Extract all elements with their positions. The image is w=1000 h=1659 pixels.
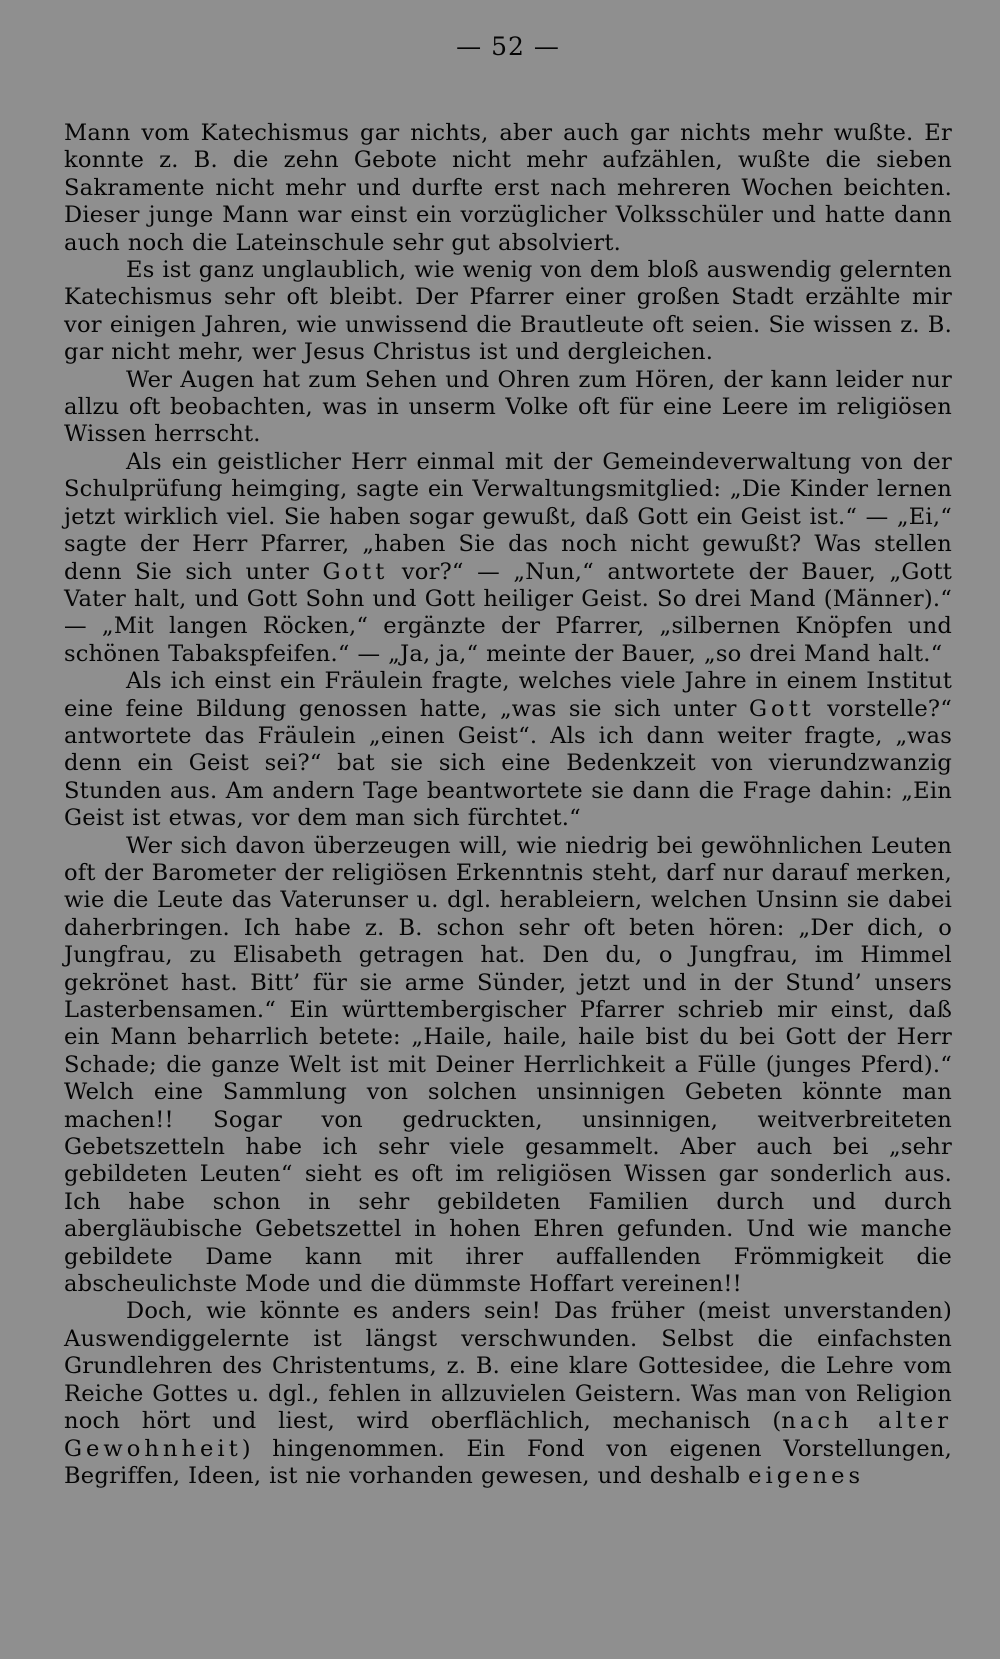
paragraph-4 [64,449,952,668]
paragraph-text: vorstelle?“ antwortete das Fräulein „einen Geist“. Als ich dann weiter fragte, „was denn ein Geist sei?“ bat sie sich eine Bedenkzeit von vierundzwanzig Stunden aus. Am andern Tage beantwortete sie dann die Frage dahin: „Ein Geist ist etwas, vor dem man sich fürchtet.“ [64,695,952,832]
paragraph-text: vor?“ — „Nun,“ antwortete der Bauer, „Gott Vater halt, und Gott Sohn und Gott heiliger Geist. So drei Mand (Männer).“ — „Mit langen Röcken,“ ergänzte der Pfarrer, „silbernen Knöpfen und schönen Tabakspfeifen.“ — „Ja, ja,“ meinte der Bauer, „so drei Mand halt.“ [64,558,953,667]
paragraph-6 [64,833,952,1299]
emphasized-text: Gott [748,695,815,722]
emphasized-text: nach alter Gewohnheit [64,1408,952,1462]
paragraph-3 [64,367,952,449]
paragraph-text: Wer Augen hat zum Sehen und Ohren zum Hören, der kann leider nur allzu oft beobachten, was in unserm Volke oft für eine Leere im religiösen Wissen herrscht. [64,366,952,448]
paragraph-text: Es ist ganz unglaublich, wie wenig von dem bloß auswendig gelernten Katechismus sehr oft bleibt. Der Pfarrer einer großen Stadt erzählte mir vor einigen Jahren, wie unwissend die Brautleute oft seien. Sie wissen z. B. gar nicht mehr, wer Jesus Christus ist und dergleichen. [64,257,952,366]
paragraph-2 [64,257,952,367]
paragraph-text: Als ich einst ein Fräulein fragte, welches viele Jahre in einem Institut eine feine Bildung genossen hatte, „was sie sich unter [64,668,952,722]
paragraph-text: Als ein geistlicher Herr einmal mit der Gemeindeverwaltung von der Schulprüfung heimging, sagte ein Verwaltungsmitglied: „Die Kinder lernen jetzt wirklich viel. Sie haben sogar gewußt, daß Gott ein Geist ist.“ — „Ei,“ sagte der Herr Pfarrer, „haben Sie das noch nicht gewußt? Was stellen denn Sie sich unter [64,448,952,585]
paragraph-text: Mann vom Katechismus gar nichts, aber auch gar nichts mehr wußte. Er konnte z. B. die zehn Gebote nicht mehr aufzählen, wußte die sieben Sakramente nicht mehr und durfte erst nach mehreren Wochen beichten. Dieser junge Mann war einst ein vorzüglicher Volksschüler und hatte dann auch noch die Lateinschule sehr gut absolviert. [64,120,952,256]
paragraph-7 [64,1298,952,1490]
body-text [64,120,952,1490]
paragraph-text: Wer sich davon überzeugen will, wie niedrig bei gewöhnlichen Leuten oft der Barometer der religiösen Erkenntnis steht, darf nur darauf merken, wie die Leute das Vaterunser u. dgl. herableiern, welchen Unsinn sie dabei daherbringen. Ich habe z. B. schon sehr oft beten hören: „Der dich, o Jungfrau, zu Elisabeth getragen hat. Den du, o Jungfrau, im Himmel gekrönet hast. Bitt’ für sie arme Sünder, jetzt und in der Stund’ unsers Lasterbensamen.“ Ein württembergischer Pfarrer schrieb mir einst, daß ein Mann beharrlich betete: „Haile, haile, haile bist du bei Gott der Herr Schade; die ganze Welt ist mit Deiner Herrlichkeit a Fülle (junges Pferd).“ Welch eine Sammlung von solchen unsinnigen Gebeten könnte man machen!! Sogar von gedruckten, unsinnigen, weitverbreiteten Gebetszetteln habe ich sehr viele gesammelt. Aber auch bei „sehr gebildeten Leuten“ sieht es oft im religiösen Wissen gar sonderlich aus. Ich habe schon in sehr gebildeten Familien durch und durch abergläubische Gebetszettel in hohen Ehren gefunden. Und wie manche gebildete Dame kann mit ihrer auffallenden Frömmigkeit die abscheulichste Mode und die dümmste Hoffart vereinen!! [64,832,952,1298]
emphasized-text: eigenes [748,1462,865,1489]
paragraph-5 [64,668,952,832]
paragraph-text: ) hingenommen. Ein Fond von eigenen Vorstellungen, Begriffen, Ideen, ist nie vorhanden gewesen, und deshalb [64,1435,952,1489]
paragraph-1 [64,120,952,257]
paragraph-text: Doch, wie könnte es anders sein! Das früher (meist unverstanden) Auswendiggelernte ist längst verschwunden. Selbst die einfachsten Grundlehren des Christentums, z. B. eine klare Gottesidee, die Lehre vom Reiche Gottes u. dgl., fehlen in allzuvielen Geistern. Was man von Religion noch hört und liest, wird oberflächlich, mechanisch ( [64,1298,952,1435]
page-number: — 52 — [456,32,560,61]
emphasized-text: Gott [322,558,389,585]
